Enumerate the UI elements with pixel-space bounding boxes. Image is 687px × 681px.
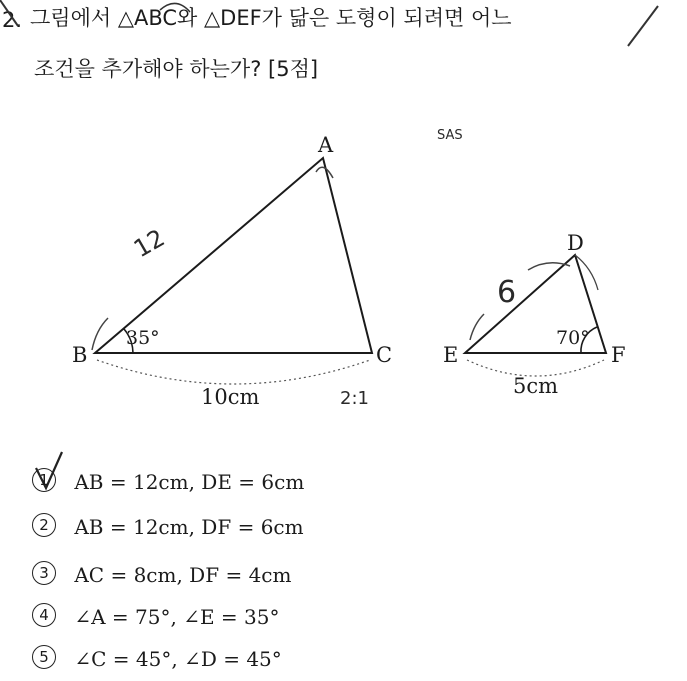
choice-2[interactable]: [32, 515, 304, 539]
vertex-e-label: E: [443, 343, 459, 367]
choice-5[interactable]: [32, 647, 282, 671]
handwritten-sas-note: SAS: [437, 128, 463, 143]
side-ef-label: 5cm: [513, 374, 559, 398]
handwritten-ab-note: 12: [129, 223, 170, 264]
choice-1[interactable]: [32, 470, 304, 494]
check-slash-mark: [0, 0, 18, 26]
triangle-abc: [95, 158, 372, 353]
choice-3-number: 3: [32, 561, 56, 585]
angle-b-label: 35°: [126, 327, 160, 349]
bc-measure-arc: [97, 360, 370, 384]
vertex-d-label: D: [567, 231, 584, 255]
handwritten-ratio-note: 2:1: [340, 388, 369, 409]
vertex-b-label: B: [72, 343, 88, 367]
question-number: 2.: [2, 8, 23, 32]
choice-1-text: AB = 12cm, DE = 6cm: [74, 470, 305, 494]
choice-3[interactable]: [32, 563, 291, 587]
choice-3-text: AC = 8cm, DF = 4cm: [74, 563, 292, 587]
vertex-f-label: F: [611, 343, 626, 367]
choice-4[interactable]: [32, 605, 279, 629]
choice-4-number: 4: [32, 603, 56, 627]
pencil-arc-mark: [160, 3, 190, 12]
choice-1-number: 1: [32, 468, 56, 492]
choice-2-number: 2: [32, 513, 56, 537]
pencil-mark-e: [470, 314, 484, 340]
handwritten-de-note: 6: [497, 275, 517, 310]
pencil-mark-a: [316, 167, 333, 178]
choice-2-text: AB = 12cm, DF = 6cm: [74, 515, 304, 539]
choice-5-text: ∠C = 45°, ∠D = 45°: [74, 647, 282, 671]
angle-f-label: 70°: [556, 327, 590, 349]
choice-5-number: 5: [32, 645, 56, 669]
pencil-mark-df: [575, 255, 598, 290]
question-text-line-2: 조건을 추가해야 하는가? [5점]: [34, 57, 319, 81]
choice-4-text: ∠A = 75°, ∠E = 35°: [74, 605, 280, 629]
margin-slash-mark: [628, 6, 658, 46]
vertex-a-label: A: [318, 133, 334, 157]
question-text-line-1: 그림에서 △ABC와 △DEF가 닮은 도형이 되려면 어느: [30, 6, 512, 30]
vertex-c-label: C: [376, 343, 393, 367]
side-bc-label: 10cm: [201, 385, 260, 409]
